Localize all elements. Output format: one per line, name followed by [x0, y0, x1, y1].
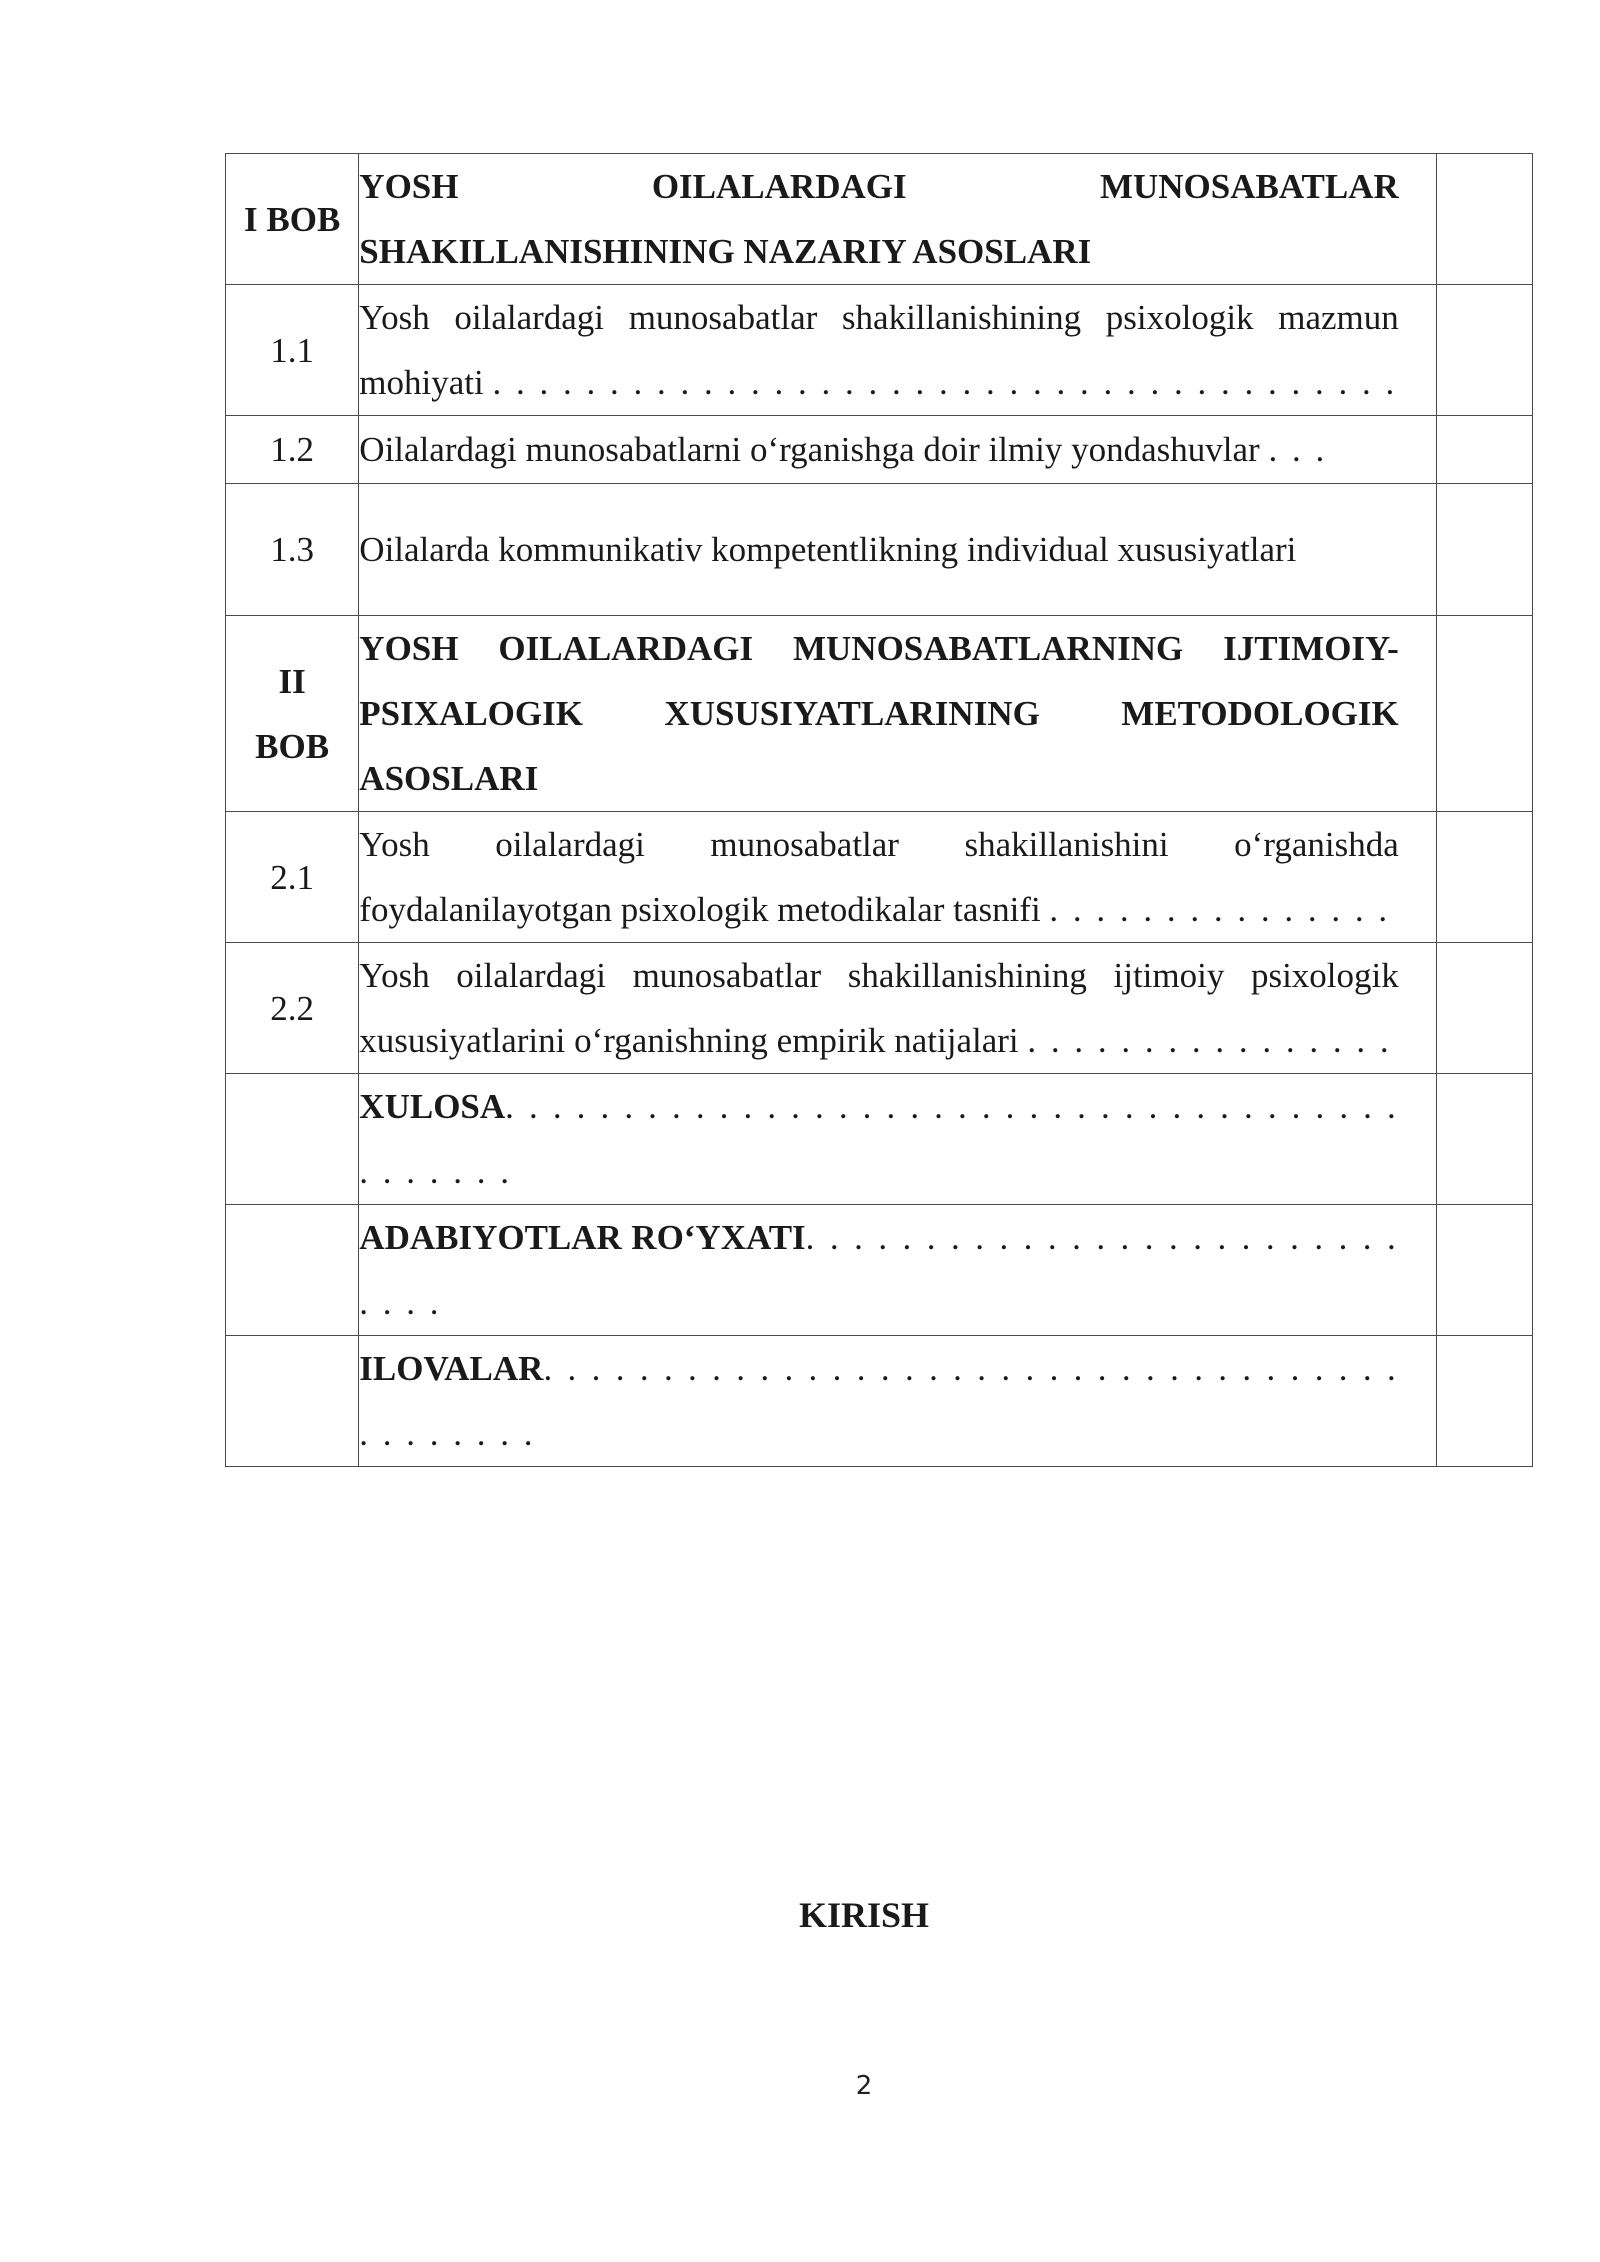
toc-chapter-number — [226, 154, 359, 285]
toc-number-label: 2.2 — [270, 988, 315, 1028]
toc-row-adabiyotlar — [226, 1205, 1533, 1336]
toc-row-1-2 — [226, 416, 1533, 484]
toc-chapter-number — [226, 616, 359, 812]
toc-section-number — [226, 943, 359, 1074]
toc-chapter-title: YOSH OILALARDAGI MUNOSABATLAR SHAKILLANISHINING NAZARIY ASOSLARI — [359, 167, 1399, 271]
toc-page-cell — [1436, 616, 1532, 812]
toc-page-cell — [1436, 416, 1532, 484]
table-of-contents — [225, 153, 1533, 1467]
toc-row-chapter-1 — [226, 154, 1533, 285]
toc-section-title-cell — [359, 1336, 1436, 1467]
toc-section-title — [359, 1074, 1435, 1204]
toc-title-text: Yosh oilalardagi munosabatlar shakillanishining ijtimoiy psixologik xususiyatlarini o‘rganishning empirik natijalari — [359, 956, 1399, 1060]
toc-page-cell — [1436, 943, 1532, 1074]
toc-leader-dots: . . . . . . . . . . . . . . . . . . . . . . . . . . . . . — [359, 1218, 1399, 1322]
toc-section-title-cell — [359, 1205, 1436, 1336]
toc-number-label: 1.3 — [270, 530, 315, 569]
toc-chapter-title-cell — [359, 616, 1436, 812]
toc-number-label: 1.1 — [270, 330, 315, 370]
toc-number-label: I BOB — [244, 199, 341, 239]
toc-section-title — [359, 943, 1435, 1073]
toc-section-title-cell — [359, 484, 1436, 616]
toc-row-1-3 — [226, 484, 1533, 616]
toc-section-title-cell — [359, 285, 1436, 416]
toc-row-2-2 — [226, 943, 1533, 1074]
toc-section-title-cell — [359, 943, 1436, 1074]
toc-number-label: II BOB — [255, 661, 330, 766]
toc-title-text: Oilalarda kommunikativ kompetentlikning individual xususiyatlari — [359, 530, 1297, 569]
toc-section-title — [359, 417, 1435, 482]
toc-empty-number — [226, 1074, 359, 1205]
toc-section-title — [359, 812, 1435, 942]
toc-title-text: Yosh oilalardagi munosabatlar shakillanishini o‘rganishda foydalanilayotgan psixologik metodikalar tasnifi — [359, 825, 1399, 929]
toc-section-title-cell — [359, 812, 1436, 943]
toc-title-text: ILOVALAR — [359, 1349, 544, 1388]
toc-leader-dots: . . . . . . . . . . . . . . . . — [1027, 1021, 1392, 1060]
toc-row-xulosa — [226, 1074, 1533, 1205]
toc-number-label: 2.1 — [270, 857, 315, 897]
toc-chapter-title: YOSH OILALARDAGI MUNOSABATLARNING IJTIMOIY-PSIXALOGIK XUSUSIYATLARINING METODOLOGIK ASOSLARI — [359, 629, 1399, 798]
toc-page-cell — [1436, 1336, 1532, 1467]
toc-section-title — [359, 285, 1435, 415]
toc-page-cell — [1436, 812, 1532, 943]
toc-title-text: Oilalardagi munosabatlarni o‘rganishga doir ilmiy yondashuvlar — [359, 430, 1260, 469]
toc-section-number — [226, 285, 359, 416]
toc-title-text: Yosh oilalardagi munosabatlar shakillanishining psixologik mazmun mohiyati — [359, 298, 1399, 402]
toc-section-title — [359, 1205, 1435, 1335]
toc-row-chapter-2 — [226, 616, 1533, 812]
toc-section-number — [226, 812, 359, 943]
toc-leader-dots: . . . . . . . . . . . . . . . . . . . . . . . . . . . . . . . . . . . . . . . . . . . . — [359, 1349, 1399, 1453]
toc-page-cell — [1436, 1074, 1532, 1205]
toc-section-title-cell — [359, 1074, 1436, 1205]
toc-page-cell — [1436, 154, 1532, 285]
section-heading: KIRISH — [798, 1895, 930, 1935]
toc-section-title — [359, 517, 1435, 582]
toc-empty-number — [226, 1336, 359, 1467]
toc-section-number — [226, 484, 359, 616]
toc-chapter-title-cell — [359, 154, 1436, 285]
page-number: 2 — [855, 2071, 873, 2101]
toc-row-1-1 — [226, 285, 1533, 416]
toc-leader-dots: . . . . . . . . . . . . . . . — [1049, 890, 1391, 929]
toc-page-cell — [1436, 1205, 1532, 1336]
toc-empty-number — [226, 1205, 359, 1336]
toc-row-ilovalar — [226, 1336, 1533, 1467]
toc-title-text: XULOSA — [359, 1087, 506, 1126]
toc-section-title-cell — [359, 416, 1436, 484]
toc-section-number — [226, 416, 359, 484]
toc-leader-dots: . . . — [1268, 430, 1328, 469]
toc-section-title — [359, 1336, 1435, 1466]
toc-row-2-1 — [226, 812, 1533, 943]
toc-page-cell — [1436, 484, 1532, 616]
toc-leader-dots: . . . . . . . . . . . . . . . . . . . . . . . . . . . . . . . . . . . . . . . — [492, 363, 1398, 402]
toc-title-text: ADABIYOTLAR RO‘YXATI — [359, 1218, 806, 1257]
toc-page-cell — [1436, 285, 1532, 416]
toc-leader-dots: . . . . . . . . . . . . . . . . . . . . . . . . . . . . . . . . . . . . . . . . . . . . . — [359, 1087, 1399, 1191]
toc-number-label: 1.2 — [270, 430, 315, 469]
